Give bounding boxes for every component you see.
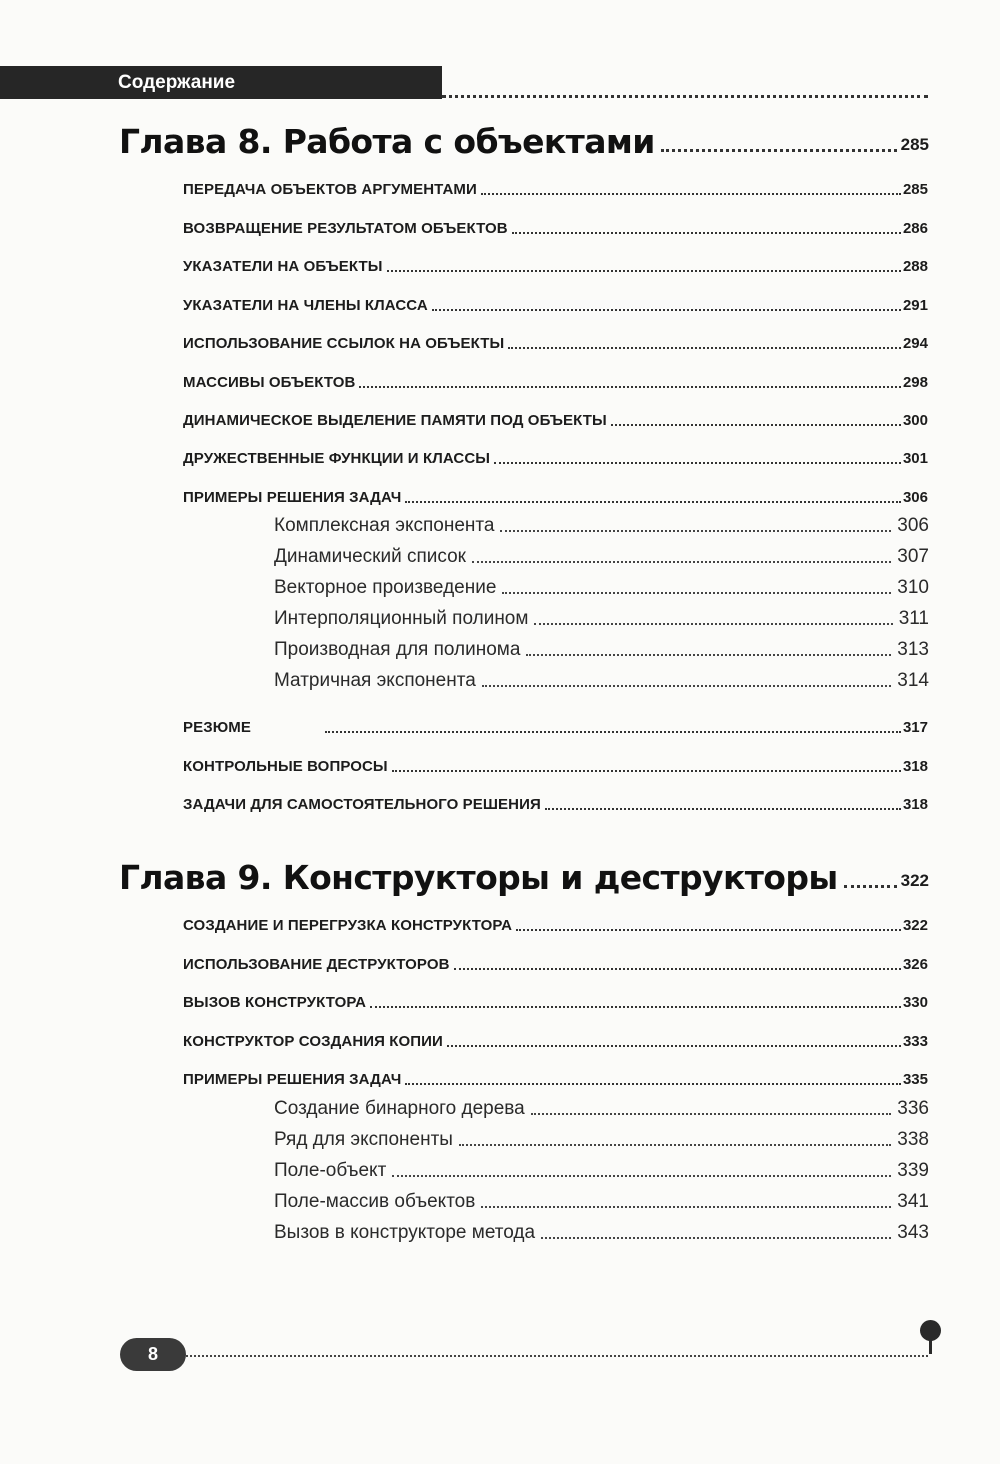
subsection-title: Поле-массив объектов xyxy=(274,1191,476,1212)
dot-leader xyxy=(472,561,891,563)
section-page-number: 335 xyxy=(902,1071,928,1088)
section-page-number: 288 xyxy=(902,258,928,275)
section-page-number: 317 xyxy=(902,719,928,736)
toc-section[interactable] xyxy=(183,215,928,239)
section-page-number: 301 xyxy=(902,450,928,467)
toc-subsection[interactable] xyxy=(274,605,929,631)
toc-section[interactable] xyxy=(183,714,928,738)
subsection-page-number: 336 xyxy=(897,1098,929,1119)
dot-leader xyxy=(432,309,901,311)
dot-leader xyxy=(387,270,901,272)
toc-subsection[interactable] xyxy=(274,667,929,693)
section-page-number: 298 xyxy=(902,374,928,391)
section-title: ПРИМЕРЫ РЕШЕНИЯ ЗАДАЧ xyxy=(183,1071,402,1088)
dot-leader xyxy=(405,501,901,503)
subsection-page-number: 338 xyxy=(897,1129,929,1150)
section-title: ДИНАМИЧЕСКОЕ ВЫДЕЛЕНИЕ ПАМЯТИ ПОД ОБЪЕКТЫ xyxy=(183,412,607,429)
section-page-number: 333 xyxy=(902,1033,928,1050)
dot-leader xyxy=(494,462,901,464)
section-page-number: 318 xyxy=(902,796,928,813)
chapter-title: Глава 9. Конструкторы и деструкторы xyxy=(119,858,838,897)
dot-leader xyxy=(534,623,892,625)
section-page-number: 326 xyxy=(902,956,928,973)
subsection-title: Вызов в конструкторе метода xyxy=(274,1222,536,1243)
dot-leader xyxy=(526,654,891,656)
subsection-page-number: 307 xyxy=(897,546,929,567)
dot-leader xyxy=(482,685,892,687)
toc-section[interactable] xyxy=(183,912,928,936)
subsection-page-number: 313 xyxy=(897,639,929,660)
toc-subsection[interactable] xyxy=(274,1188,929,1214)
section-title: МАССИВЫ ОБЪЕКТОВ xyxy=(183,374,356,391)
chapter-title: Глава 8. Работа с объектами xyxy=(119,122,655,161)
dot-leader xyxy=(512,232,901,234)
page-number-badge: 8 xyxy=(120,1338,186,1371)
toc-chapter[interactable] xyxy=(119,118,929,162)
subsection-title: Векторное произведение xyxy=(274,577,497,598)
toc-subsection[interactable] xyxy=(274,543,929,569)
pin-marker-stem xyxy=(929,1340,932,1354)
toc-section[interactable] xyxy=(183,292,928,316)
dot-leader xyxy=(500,530,891,532)
dot-leader xyxy=(454,968,901,970)
subsection-title: Создание бинарного дерева xyxy=(274,1098,525,1119)
dot-leader xyxy=(844,885,897,888)
section-page-number: 291 xyxy=(902,297,928,314)
chapter-page-number: 285 xyxy=(900,135,929,154)
section-title: КОНСТРУКТОР СОЗДАНИЯ КОПИИ xyxy=(183,1033,443,1050)
toc-section[interactable] xyxy=(183,484,928,508)
section-title: СОЗДАНИЕ И ПЕРЕГРУЗКА КОНСТРУКТОРА xyxy=(183,917,513,934)
dot-leader xyxy=(502,592,891,594)
dot-leader xyxy=(481,1206,891,1208)
toc-subsection[interactable] xyxy=(274,1219,929,1245)
subsection-page-number: 314 xyxy=(897,670,929,691)
header-dotted-rule xyxy=(442,95,928,98)
dot-leader xyxy=(392,770,901,772)
subsection-title: Производная для полинома xyxy=(274,639,521,660)
dot-leader xyxy=(508,347,901,349)
dot-leader xyxy=(541,1237,891,1239)
footer-dotted-rule xyxy=(186,1355,928,1357)
toc-subsection[interactable] xyxy=(274,1095,929,1121)
dot-leader xyxy=(611,424,901,426)
toc-section[interactable] xyxy=(183,1028,928,1052)
toc-section[interactable] xyxy=(183,445,928,469)
section-page-number: 285 xyxy=(902,181,928,198)
dot-leader xyxy=(531,1113,892,1115)
section-title: КОНТРОЛЬНЫЕ ВОПРОСЫ xyxy=(183,758,388,775)
subsection-page-number: 306 xyxy=(897,515,929,536)
section-page-number: 294 xyxy=(902,335,928,352)
toc-section[interactable] xyxy=(183,1066,928,1090)
section-title: ЗАДАЧИ ДЛЯ САМОСТОЯТЕЛЬНОГО РЕШЕНИЯ xyxy=(183,796,541,813)
dot-leader xyxy=(516,929,901,931)
toc-subsection[interactable] xyxy=(274,574,929,600)
toc-chapter[interactable] xyxy=(119,854,929,898)
subsection-title: Поле-объект xyxy=(274,1160,387,1181)
section-title: ИСПОЛЬЗОВАНИЕ ДЕСТРУКТОРОВ xyxy=(183,956,450,973)
subsection-title: Динамический список xyxy=(274,546,466,567)
toc-section[interactable] xyxy=(183,407,928,431)
pin-marker-icon xyxy=(920,1320,941,1341)
subsection-title: Интерполяционный полином xyxy=(274,608,529,629)
toc-subsection[interactable] xyxy=(274,636,929,662)
toc-section[interactable] xyxy=(183,330,928,354)
subsection-title: Комплексная экспонента xyxy=(274,515,495,536)
dot-leader xyxy=(370,1006,901,1008)
subsection-title: Матричная экспонента xyxy=(274,670,476,691)
toc-section[interactable] xyxy=(183,253,928,277)
dot-leader xyxy=(325,731,901,733)
page-header-title: Содержание xyxy=(118,72,236,93)
section-title: УКАЗАТЕЛИ НА ОБЪЕКТЫ xyxy=(183,258,383,275)
subsection-page-number: 343 xyxy=(897,1222,929,1243)
section-title: ПРИМЕРЫ РЕШЕНИЯ ЗАДАЧ xyxy=(183,489,402,506)
section-page-number: 300 xyxy=(902,412,928,429)
section-title: ПЕРЕДАЧА ОБЪЕКТОВ АРГУМЕНТАМИ xyxy=(183,181,477,198)
toc-section[interactable] xyxy=(183,989,928,1013)
toc-section[interactable] xyxy=(183,176,928,200)
section-page-number: 322 xyxy=(902,917,928,934)
toc-section[interactable] xyxy=(183,369,928,393)
section-title: ВЫЗОВ КОНСТРУКТОРА xyxy=(183,994,367,1011)
subsection-page-number: 310 xyxy=(897,577,929,598)
subsection-page-number: 339 xyxy=(897,1160,929,1181)
section-page-number: 330 xyxy=(902,994,928,1011)
subsection-title: Ряд для экспоненты xyxy=(274,1129,453,1150)
section-title: ИСПОЛЬЗОВАНИЕ ССЫЛОК НА ОБЪЕКТЫ xyxy=(183,335,505,352)
toc-section[interactable] xyxy=(183,951,928,975)
subsection-page-number: 341 xyxy=(897,1191,929,1212)
dot-leader xyxy=(545,808,901,810)
dot-leader xyxy=(661,149,897,152)
toc-section[interactable] xyxy=(183,753,928,777)
section-title: РЕЗЮМЕ xyxy=(183,719,251,736)
toc-subsection[interactable] xyxy=(274,512,929,538)
dot-leader xyxy=(459,1144,891,1146)
toc-subsection[interactable] xyxy=(274,1126,929,1152)
toc-subsection[interactable] xyxy=(274,1157,929,1183)
dot-leader xyxy=(447,1045,901,1047)
section-title: ВОЗВРАЩЕНИЕ РЕЗУЛЬТАТОМ ОБЪЕКТОВ xyxy=(183,220,508,237)
section-page-number: 306 xyxy=(902,489,928,506)
dot-leader xyxy=(481,193,901,195)
subsection-page-number: 311 xyxy=(898,608,929,629)
section-title: ДРУЖЕСТВЕННЫЕ ФУНКЦИИ И КЛАССЫ xyxy=(183,450,491,467)
toc-section[interactable] xyxy=(183,791,928,815)
chapter-page-number: 322 xyxy=(900,871,929,890)
dot-leader xyxy=(359,386,901,388)
section-title: УКАЗАТЕЛИ НА ЧЛЕНЫ КЛАССА xyxy=(183,297,428,314)
dot-leader xyxy=(392,1175,891,1177)
section-page-number: 318 xyxy=(902,758,928,775)
section-page-number: 286 xyxy=(902,220,928,237)
dot-leader xyxy=(405,1083,901,1085)
